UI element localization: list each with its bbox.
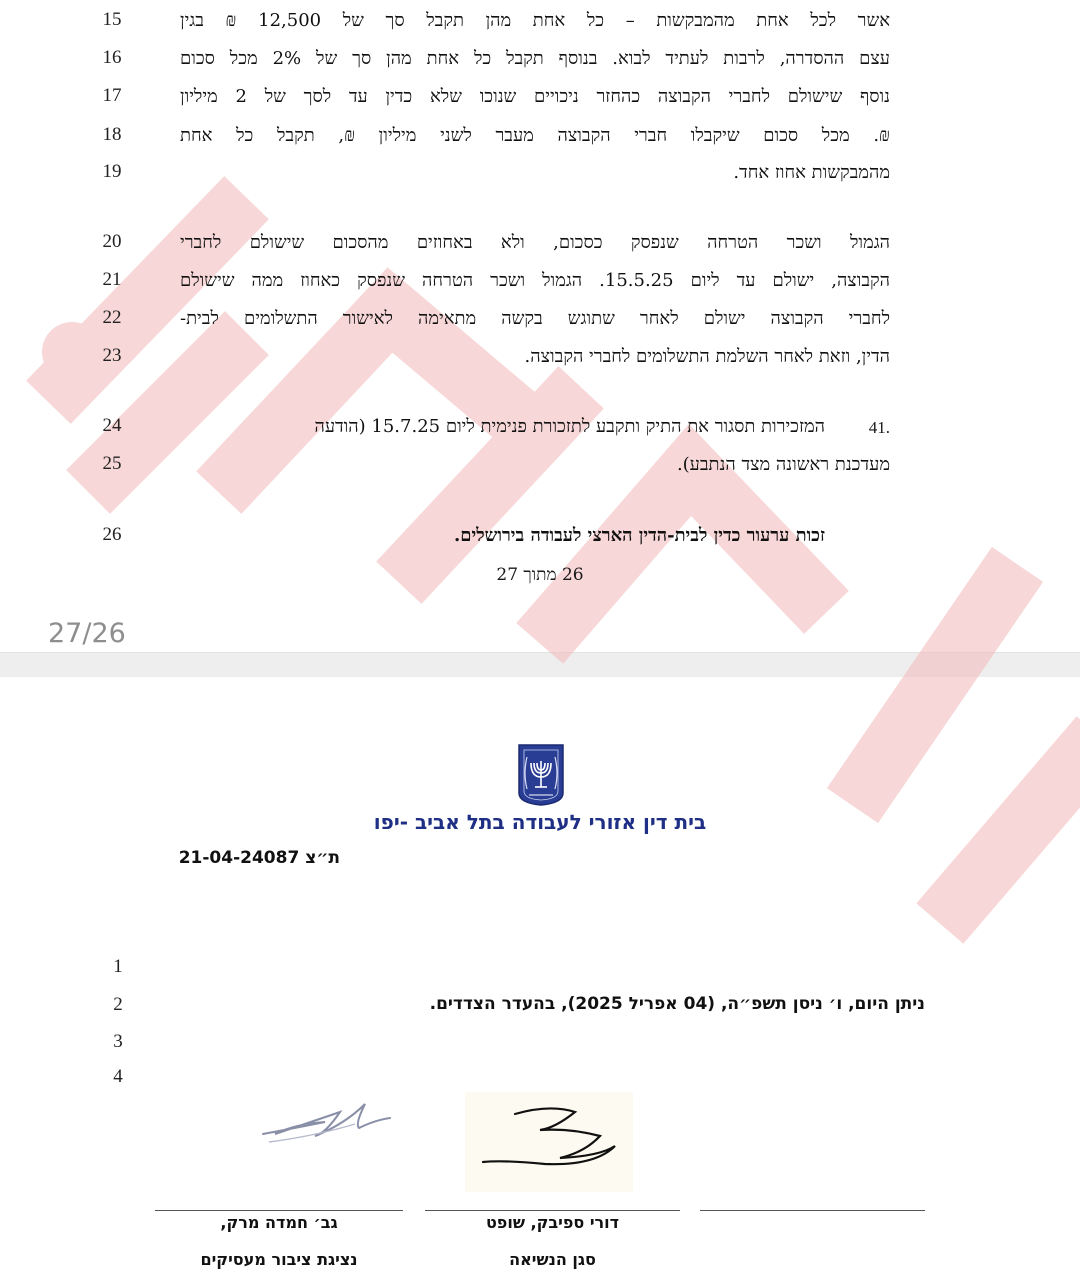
court-name: בית דין אזורי לעבודה בתל אביב -יפו [373, 810, 707, 834]
page-indicator: 27/26 [48, 618, 126, 649]
line-number: 16 [102, 47, 122, 68]
line-number: 25 [102, 453, 122, 474]
line-number: 15 [102, 9, 122, 30]
line-number: 19 [102, 161, 122, 182]
body-text-line: המזכירות תסגור את התיק ותקבע לתזכורת פנימית ליום 15.7.25 (הודעה [314, 416, 825, 437]
body-text-line: נוסף שישולם לחברי הקבוצה כהחזר ניכויים שנוכו שלא כדין עד לסך של 2 מיליון [180, 86, 890, 107]
body-text-line: עצם ההסדרה, לרבות לעתיד לבוא. בנוסף תקבל כל אחת מהן סך של 2% מכל סכום [180, 48, 890, 69]
line-number: 2 [113, 994, 123, 1015]
body-text-line: אשר לכל אחת מהמבקשות – כל אחת מהן תקבל סך של 12,500 ₪ בגין [180, 10, 890, 31]
body-text-line: מהמבקשות אחוז אחד. [733, 162, 890, 183]
signature-scribble-icon [255, 1094, 395, 1150]
page-footer: 26 מתוך 27 [496, 565, 584, 585]
page-separator [0, 652, 1080, 678]
line-number: 22 [102, 307, 122, 328]
body-text-line: מעדכנת ראשונה מצד הנתבע). [676, 454, 890, 475]
judge-title: סגן הנשיאה [509, 1250, 596, 1269]
line-number: 1 [113, 956, 123, 977]
line-number: 21 [102, 269, 122, 290]
representative-name: גב׳ חמדה מרק, [220, 1213, 338, 1232]
line-number: 4 [113, 1066, 123, 1087]
line-number: 20 [102, 231, 122, 252]
line-number: 18 [102, 124, 122, 145]
judge-name: דורי ספיבק, שופט [485, 1213, 620, 1232]
case-number: ת״צ 21-04-24087 [178, 848, 340, 868]
state-emblem-icon [517, 743, 565, 807]
judge-signature-image [465, 1092, 633, 1192]
signature-line [155, 1210, 403, 1211]
line-number: 3 [113, 1031, 123, 1052]
appeal-right-notice: זכות ערעור כדין לבית-הדין הארצי לעבודה בירושלים. [453, 525, 825, 546]
body-text-line: לחברי הקבוצה ישולם לאחר שתוגש בקשה מתאימה לאישור התשלומים לבית- [180, 308, 890, 329]
line-number: 24 [102, 415, 122, 436]
body-text-line: הדין, וזאת לאחר השלמת התשלומים לחברי הקבוצה. [524, 346, 890, 367]
signature-line [425, 1210, 680, 1211]
signature-line [700, 1210, 925, 1211]
paragraph-number: 41. [868, 418, 890, 437]
line-number: 17 [102, 85, 122, 106]
body-text-line: הגמול ושכר הטרחה שנפסק כסכום, ולא באחוזים מהסכום שישולם לחברי [180, 232, 890, 253]
line-number: 23 [102, 345, 122, 366]
line-number: 26 [102, 524, 122, 545]
signature-scribble-icon [465, 1092, 633, 1192]
representative-signature-image [255, 1094, 395, 1150]
given-today-line: ניתן היום, ו׳ ניסן תשפ״ה, (04 אפריל 2025), בהעדר הצדדים. [429, 994, 925, 1014]
body-text-line: הקבוצה, ישולם עד ליום 15.5.25. הגמול ושכר הטרחה שנפסק כאחוז ממה שישולם [180, 270, 891, 291]
representative-title: נציגת ציבור מעסיקים [200, 1250, 358, 1269]
body-text-line: ₪. מכל סכום שיקבלו חברי הקבוצה מעבר לשני מיליון ₪, תקבל כל אחת [180, 125, 890, 146]
